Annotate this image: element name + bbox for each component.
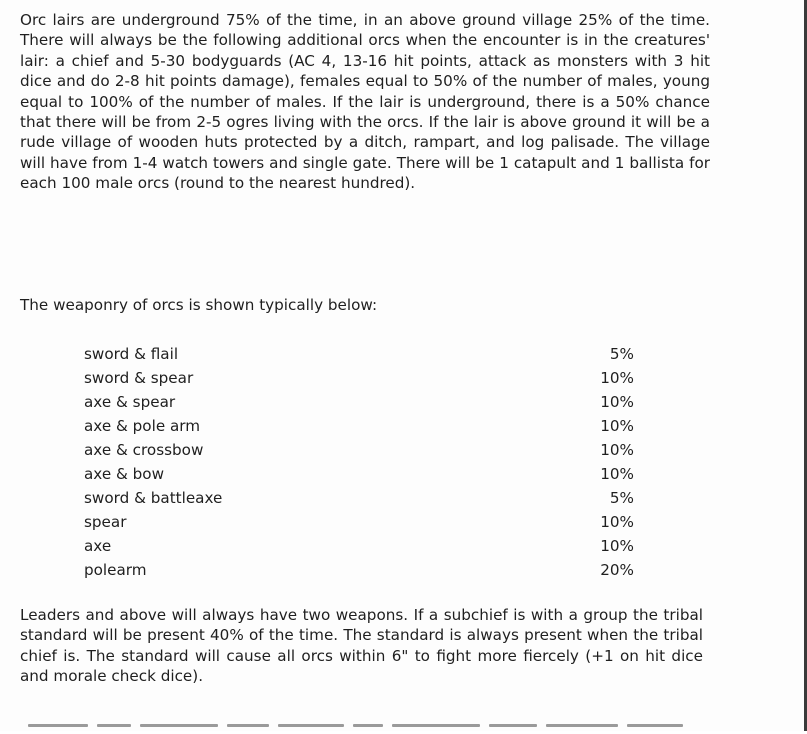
weapon-name: sword & battleaxe: [84, 489, 223, 507]
table-row: [84, 462, 634, 486]
table-row: [84, 414, 634, 438]
weapon-percent: 20%: [600, 561, 634, 579]
weaponry-table: [84, 342, 634, 582]
table-row: [84, 438, 634, 462]
weapon-name: axe & bow: [84, 465, 165, 483]
truncated-text-line: [28, 724, 708, 734]
weapon-name: axe & crossbow: [84, 441, 204, 459]
table-row: [84, 486, 634, 510]
weapon-percent: 10%: [600, 393, 634, 411]
lair-paragraph: Orc lairs are underground 75% of the time, in an above ground village 25% of the time. There will always be the following additional orcs when the encounter is in the creatures' lair: a chief and 5-30 bodyguards (AC 4, 13-16 hit points, attack as monsters with 3 hit dice and do 2-8 hit points damage), females equal to 50% of the number of males, young equal to 100% of the number of males. If the lair is underground, there is a 50% chance that there will be from 2-5 ogres living with the orcs. If the lair is above ground it will be a rude village of wooden huts protected by a ditch, rampart, and log palisade. The village will have from 1-4 watch towers and single gate. There will be 1 catapult and 1 ballista for each 100 male orcs (round to the nearest hundred).: [20, 11, 710, 193]
table-row: [84, 342, 634, 366]
weapon-percent: 10%: [600, 465, 634, 483]
weaponry-intro: The weaponry of orcs is shown typically below:: [20, 296, 378, 314]
weapon-name: axe & spear: [84, 393, 176, 411]
weapon-percent: 5%: [609, 345, 634, 363]
weapon-percent: 10%: [600, 537, 634, 555]
weapon-name: polearm: [84, 561, 147, 579]
weapon-name: axe: [84, 537, 112, 555]
weapon-percent: 10%: [600, 369, 634, 387]
weapon-name: sword & spear: [84, 369, 194, 387]
table-row: [84, 558, 634, 582]
weapon-percent: 10%: [600, 513, 634, 531]
table-row: [84, 366, 634, 390]
table-row: [84, 390, 634, 414]
table-row: [84, 534, 634, 558]
weapon-name: axe & pole arm: [84, 417, 201, 435]
weapon-percent: 5%: [609, 489, 634, 507]
table-row: [84, 510, 634, 534]
weapon-percent: 10%: [600, 441, 634, 459]
weapon-percent: 10%: [600, 417, 634, 435]
weapon-name: spear: [84, 513, 127, 531]
leaders-paragraph: Leaders and above will always have two weapons. If a subchief is with a group the tribal standard will be present 40% of the time. The standard is always present when the tribal chief is. The standard will cause all orcs within 6" to fight more fiercely (+1 on hit dice and morale check dice).: [20, 606, 703, 686]
weapon-name: sword & flail: [84, 345, 179, 363]
